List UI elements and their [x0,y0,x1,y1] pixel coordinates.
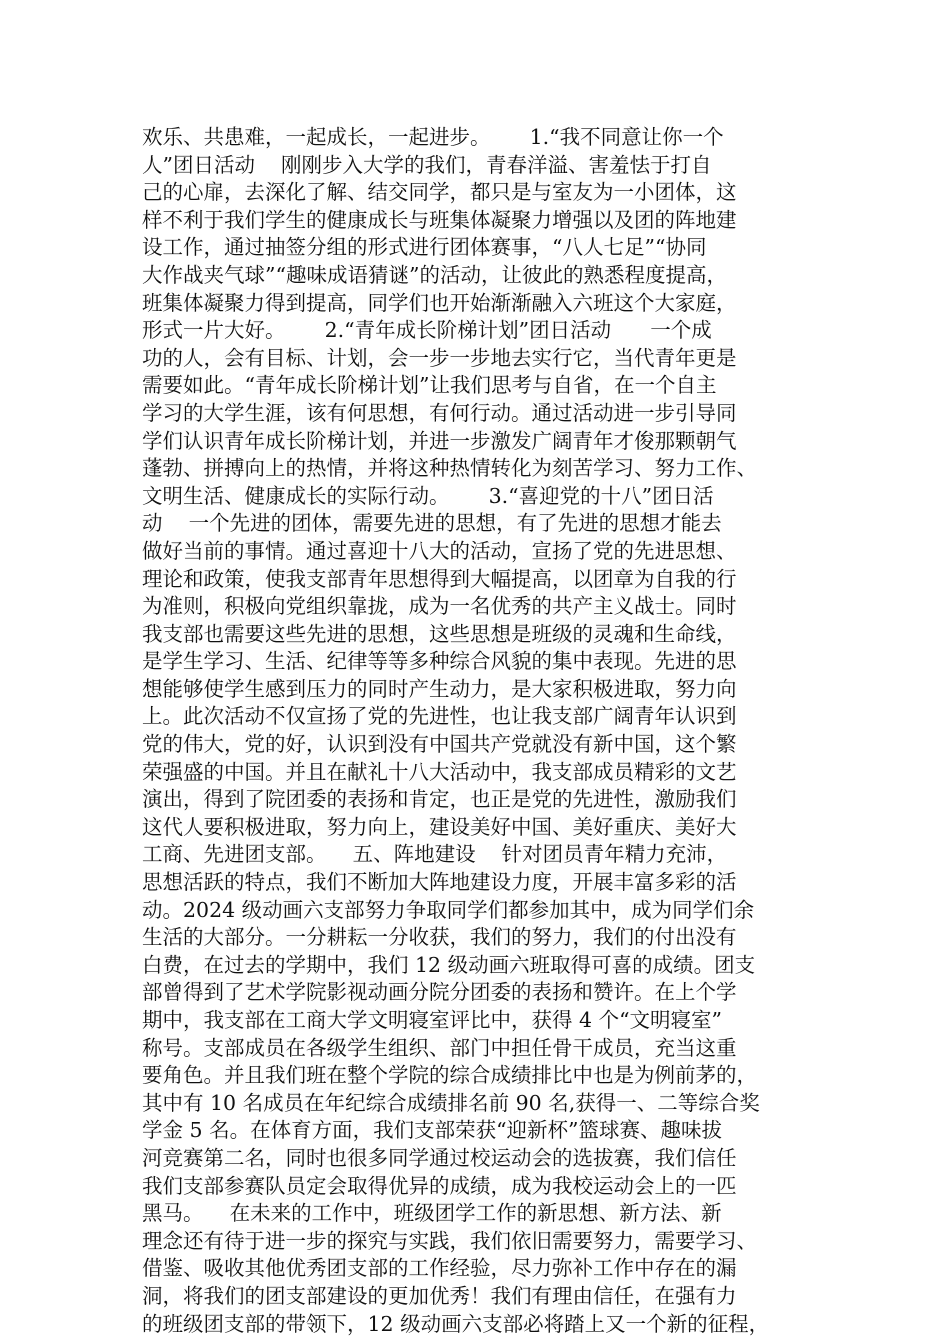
text-line: 人”团日活动 刚刚步入大学的我们，青春洋溢、害羞怯于打自 [142,152,712,177]
text-line: 生活的大部分。一分耕耘一分收获，我们的努力，我们的付出没有 [142,925,737,950]
text-line: 蓬勃、拼搏向上的热情，并将这种热情转化为刻苦学习、努力工作、 [142,456,757,481]
text-line: 上。此次活动不仅宣扬了党的先进性，也让我支部广阔青年认识到 [142,704,737,729]
text-line: 理论和政策，使我支部青年思想得到大幅提高，以团章为自我的行 [142,566,737,591]
text-line: 称号。支部成员在各级学生组织、部门中担任骨干成员，充当这重 [142,1035,737,1060]
text-line: 文明生活、健康成长的实际行动。 3.“喜迎党的十八”团日活 [142,483,714,508]
text-line: 这代人要积极进取，努力向上，建设美好中国、美好重庆、美好大 [142,814,737,839]
text-line: 白费，在过去的学期中，我们 12 级动画六班取得可喜的成绩。团支 [142,952,756,977]
text-line: 形式一片大好。 2.“青年成长阶梯计划”团日活动 一个成 [142,318,712,343]
text-line: 想能够使学生感到压力的同时产生动力，是大家积极进取，努力向 [142,676,737,701]
text-line: 期中，我支部在工商大学文明寝室评比中，获得 4 个“文明寝室” [142,1008,723,1032]
text-line: 工商、先进团支部。 五、阵地建设 针对团员青年精力充沛， [142,842,728,867]
text-line: 功的人，会有目标、计划，会一步一步地去实行它，当代青年更是 [142,345,737,370]
text-line: 己的心扉，去深化了解、结交同学，都只是与室友为一小团体，这 [142,180,737,205]
text-line: 学们认识青年成长阶梯计划，并进一步激发广阔青年才俊那颗朝气 [142,428,737,453]
text-line: 其中有 10 名成员在年纪综合成绩排名前 90 名,获得一、二等综合奖 [142,1090,760,1115]
text-line: 演出，得到了院团委的表扬和肯定，也正是党的先进性，激励我们 [142,787,737,812]
text-line: 我们支部参赛队员定会取得优异的成绩，成为我校运动会上的一匹 [142,1173,737,1198]
text-line: 理念还有待于进一步的探究与实践，我们依旧需要努力，需要学习、 [142,1228,757,1253]
text-line: 思想活跃的特点，我们不断加大阵地建设力度，开展丰富多彩的活 [142,870,737,895]
text-line: 为准则，积极向党组织靠拢，成为一名优秀的共产主义战士。同时 [142,594,737,619]
text-line: 洞，将我们的团支部建设的更加优秀！我们有理由信任，在强有力 [142,1283,737,1308]
text-line: 学金 5 名。在体育方面，我们支部荣获“迎新杯”篮球赛、趣味拔 [142,1118,723,1143]
text-line: 做好当前的事情。通过喜迎十八大的活动，宣扬了党的先进思想、 [142,538,737,563]
text-line: 黑马。 在未来的工作中，班级团学工作的新思想、新方法、新 [142,1201,722,1226]
text-line: 设工作，通过抽签分组的形式进行团体赛事，“八人七足”“协同 [142,235,707,260]
text-line: 的班级团支部的带领下，12 级动画六支部必将踏上又一个新的征程， [142,1311,770,1336]
text-line: 动。2024 级动画六支部努力争取同学们都参加其中，成为同学们余 [142,897,755,922]
text-line: 学习的大学生涯，该有何思想，有何行动。通过活动进一步引导同 [142,400,737,425]
text-line: 荣强盛的中国。并且在献礼十八大活动中，我支部成员精彩的文艺 [142,759,737,784]
text-line: 动 一个先进的团体，需要先进的思想，有了先进的思想才能去 [142,511,722,536]
text-line: 我支部也需要这些先进的思想，这些思想是班级的灵魂和生命线， [142,621,737,646]
text-line: 党的伟大，党的好，认识到没有中国共产党就没有新中国，这个繁 [142,732,737,757]
body-text [142,124,832,1338]
text-line: 欢乐、共患难，一起成长，一起进步。 1.“我不同意让你一个 [142,125,724,149]
text-line: 要角色。并且我们班在整个学院的综合成绩排比中也是为例前茅的， [142,1063,757,1088]
text-line: 大作战夹气球”“趣味成语猜谜”的活动，让彼此的熟悉程度提高， [142,262,727,287]
text-line: 借鉴、吸收其他优秀团支部的工作经验，尽力弥补工作中存在的漏 [142,1256,737,1281]
text-line: 是学生学习、生活、纪律等等多种综合风貌的集中表现。先进的思 [142,649,737,674]
text-line: 河竞赛第二名，同时也很多同学通过校运动会的选拔赛，我们信任 [142,1145,737,1170]
text-line: 部曾得到了艺术学院影视动画分院分团委的表扬和赞许。在上个学 [142,980,737,1005]
text-line: 需要如此。“青年成长阶梯计划”让我们思考与自省，在一个自主 [142,373,717,398]
text-line: 样不利于我们学生的健康成长与班集体凝聚力增强以及团的阵地建 [142,207,737,232]
text-line: 班集体凝聚力得到提高，同学们也开始渐渐融入六班这个大家庭， [142,290,737,315]
